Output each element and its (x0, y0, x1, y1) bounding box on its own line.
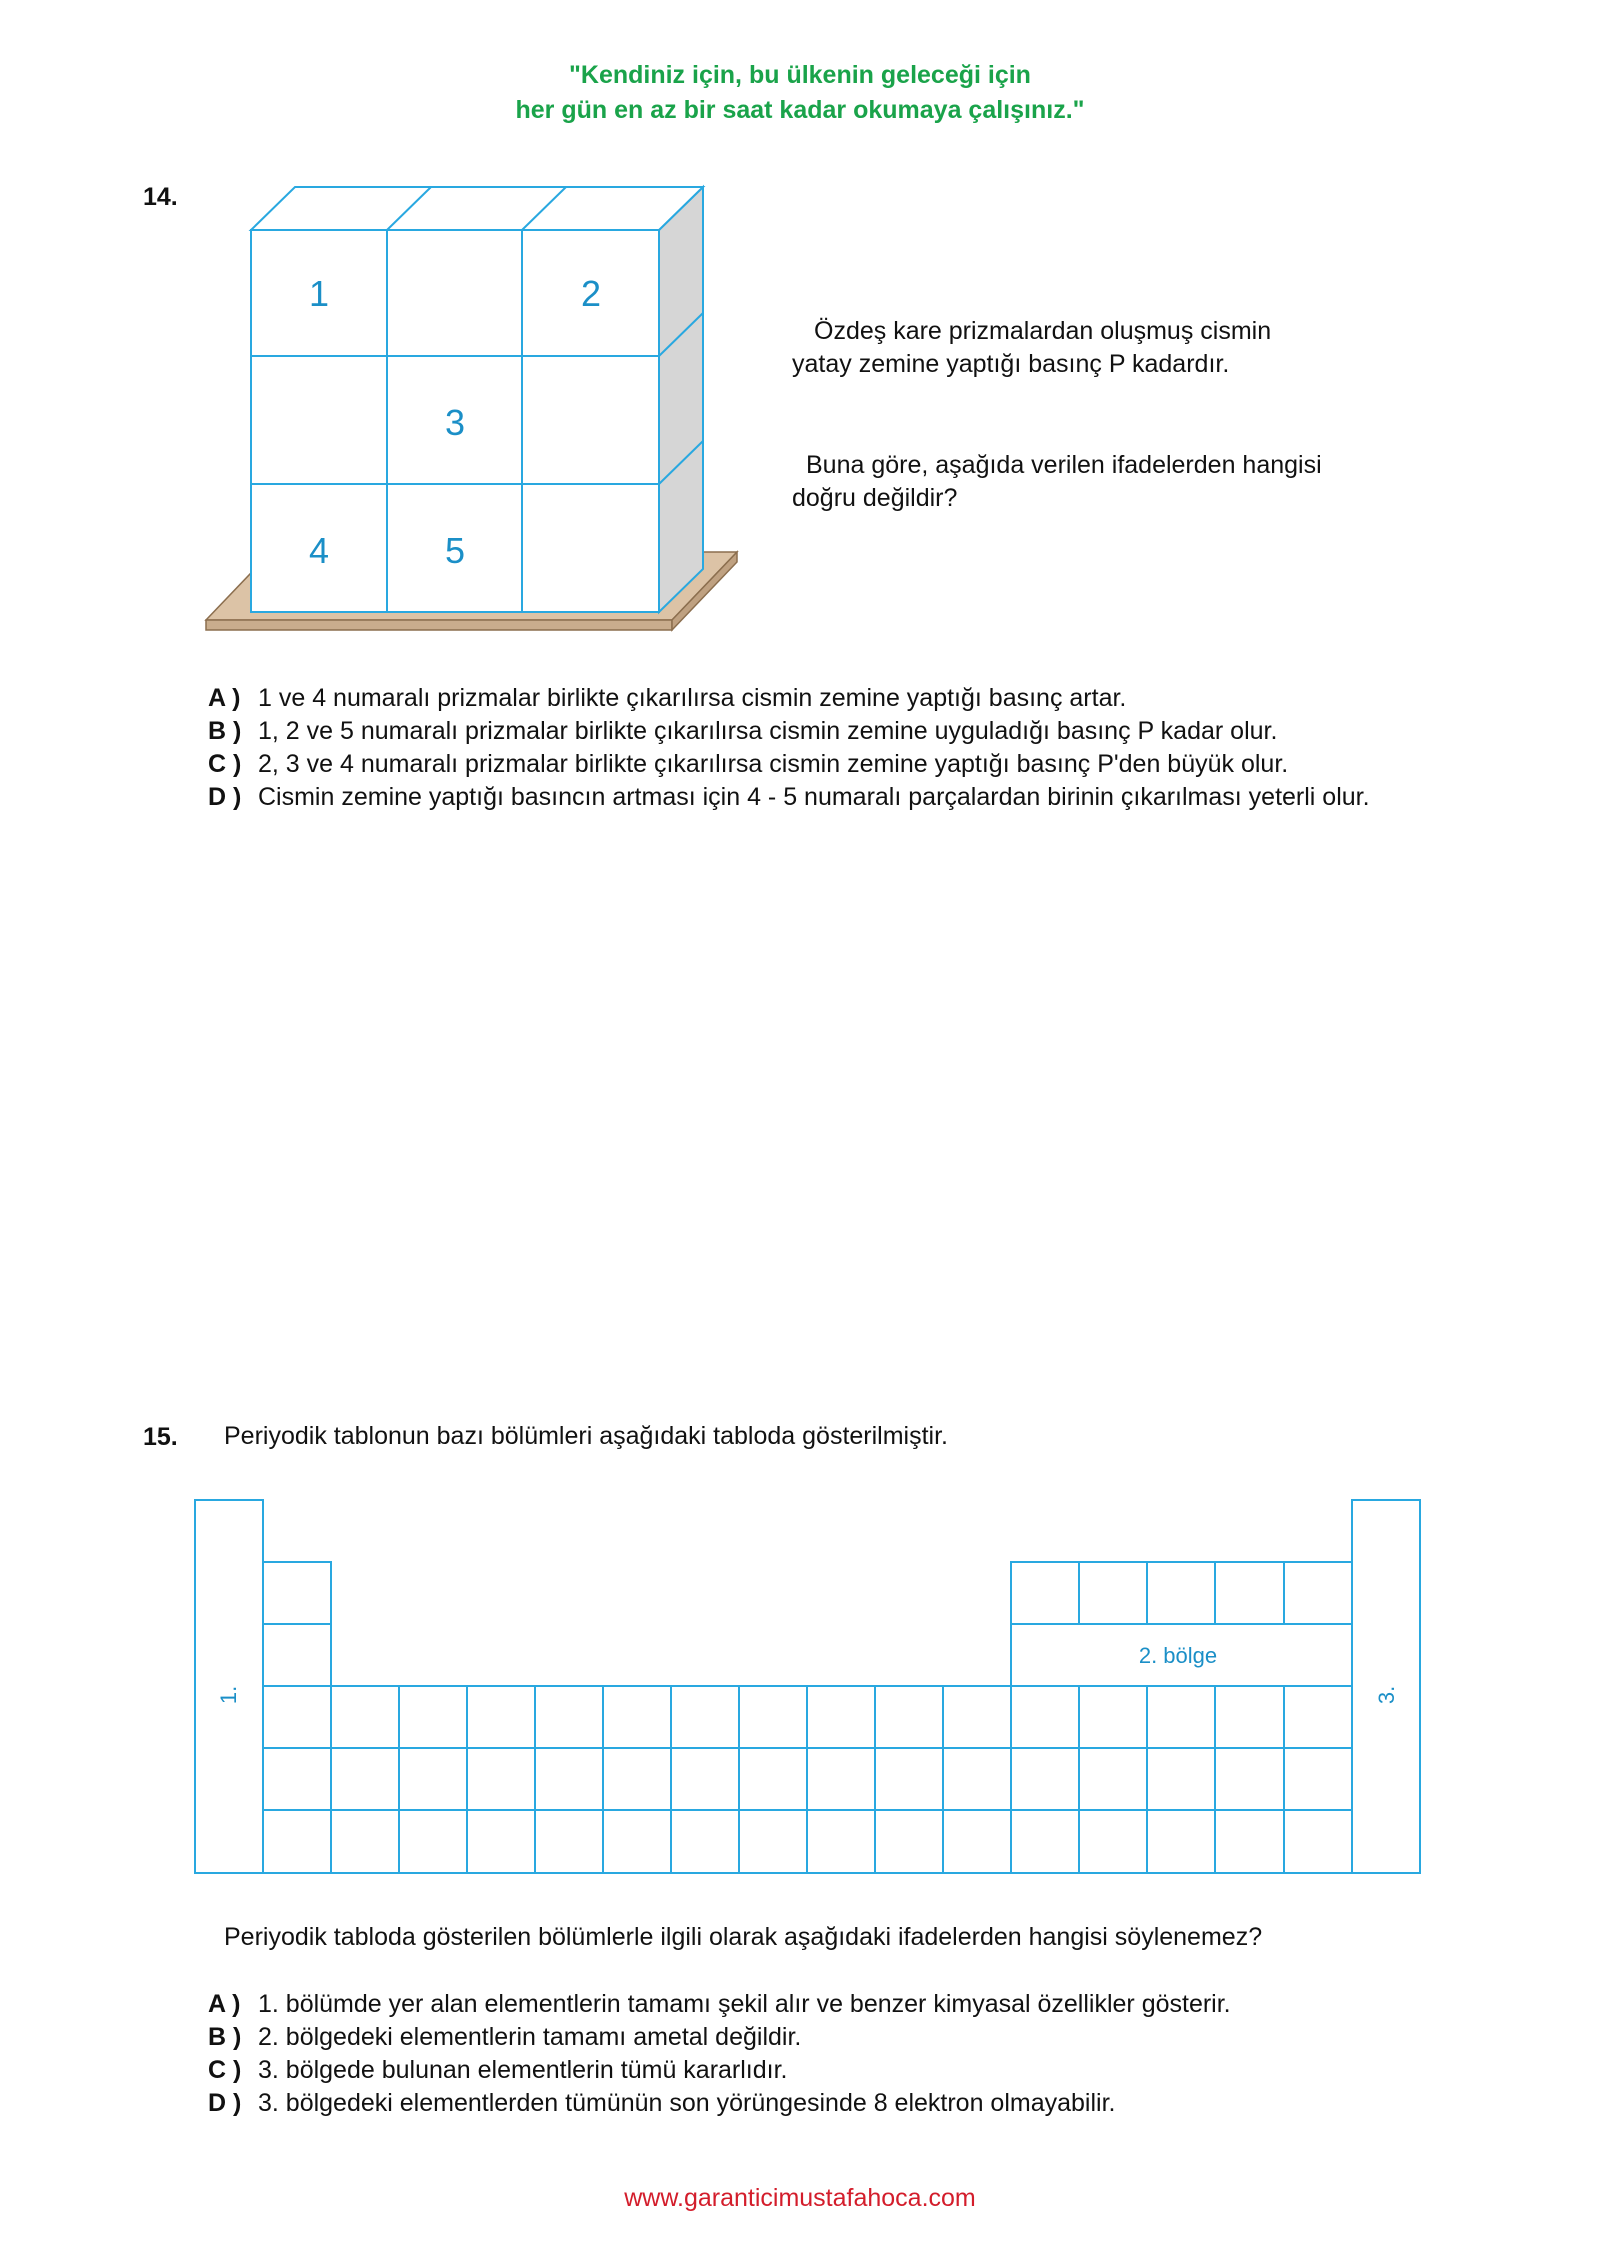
prism-label-5: 5 (444, 530, 466, 571)
prism-label-1: 1 (308, 273, 330, 314)
region-1-label: 1. (216, 1685, 241, 1705)
q14-description-line-2: yatay zemine yaptığı basınç P kadardır. (792, 350, 1230, 378)
prism-label-3: 3 (444, 402, 466, 443)
q15-options (208, 1988, 1458, 2120)
option-label: B ) (208, 2023, 242, 2051)
footer-website-link[interactable]: www.garanticimustafahoca.com (624, 2184, 976, 2212)
option-text: 1, 2 ve 5 numaralı prizmalar birlikte çıkarılırsa cismin zemine uyguladığı basınç P kadar olur. (258, 717, 1278, 745)
q15-option-d[interactable] (208, 2087, 1458, 2120)
q14-option-a[interactable] (208, 682, 1458, 715)
prism-stack-figure (200, 180, 760, 640)
region-3-label: 3. (1374, 1685, 1399, 1705)
option-text: 3. bölgede bulunan elementlerin tümü kararlıdır. (258, 2056, 788, 2084)
q14-options (208, 682, 1458, 814)
option-text: 2. bölgedeki elementlerin tamamı ametal değildir. (258, 2023, 802, 2051)
motto-line-1: "Kendiniz için, bu ülkenin geleceği için (569, 61, 1031, 89)
option-text: Cismin zemine yaptığı basıncın artması için 4 - 5 numaralı parçalardan birinin çıkarılması yeterli olur. (258, 783, 1370, 811)
q14-option-d[interactable] (208, 781, 1458, 814)
option-text: 3. bölgedeki elementlerden tümünün son yörüngesinde 8 elektron olmayabilir. (258, 2089, 1116, 2117)
q14-question (792, 449, 1322, 515)
option-label: C ) (208, 2056, 242, 2084)
option-label: A ) (208, 684, 241, 712)
q14-description (792, 315, 1271, 381)
option-label: C ) (208, 750, 242, 778)
question-14-number: 14. (143, 183, 178, 211)
prism-top-face (251, 187, 703, 230)
option-label: D ) (208, 2089, 242, 2117)
q15-intro: Periyodik tablonun bazı bölümleri aşağıdaki tabloda gösterilmiştir. (224, 1422, 948, 1450)
region-2-label: 2. bölge (1138, 1643, 1218, 1668)
motto-header (0, 58, 1600, 128)
q15-question: Periyodik tabloda gösterilen bölümlerle ilgili olarak aşağıdaki ifadelerden hangisi söylenemez? (224, 1923, 1263, 1951)
q14-description-line-1: Özdeş kare prizmalardan oluşmuş cismin (814, 317, 1272, 345)
q15-option-a[interactable] (208, 1988, 1458, 2021)
q14-option-c[interactable] (208, 748, 1458, 781)
prism-side-face (659, 187, 703, 612)
q14-question-line-1: Buna göre, aşağıda verilen ifadelerden hangisi (806, 451, 1322, 479)
ground-platform-front (206, 620, 672, 630)
prism-label-2: 2 (580, 273, 602, 314)
option-text: 2, 3 ve 4 numaralı prizmalar birlikte çıkarılırsa cismin zemine yaptığı basınç P'den büyük olur. (258, 750, 1289, 778)
q15-option-c[interactable] (208, 2054, 1458, 2087)
option-label: A ) (208, 1990, 241, 2018)
motto-line-2: her gün en az bir saat kadar okumaya çalışınız." (515, 96, 1085, 124)
periodic-table-figure (190, 1495, 1430, 1880)
option-text: 1 ve 4 numaralı prizmalar birlikte çıkarılırsa cismin zemine yaptığı basınç artar. (258, 684, 1127, 712)
option-label: B ) (208, 717, 242, 745)
q14-option-b[interactable] (208, 715, 1458, 748)
q14-question-line-2: doğru değildir? (792, 484, 958, 512)
q15-option-b[interactable] (208, 2021, 1458, 2054)
prism-label-4: 4 (308, 530, 330, 571)
option-label: D ) (208, 783, 242, 811)
question-15-number: 15. (143, 1423, 178, 1451)
option-text: 1. bölümde yer alan elementlerin tamamı şekil alır ve benzer kimyasal özellikler gösterir. (258, 1990, 1231, 2018)
